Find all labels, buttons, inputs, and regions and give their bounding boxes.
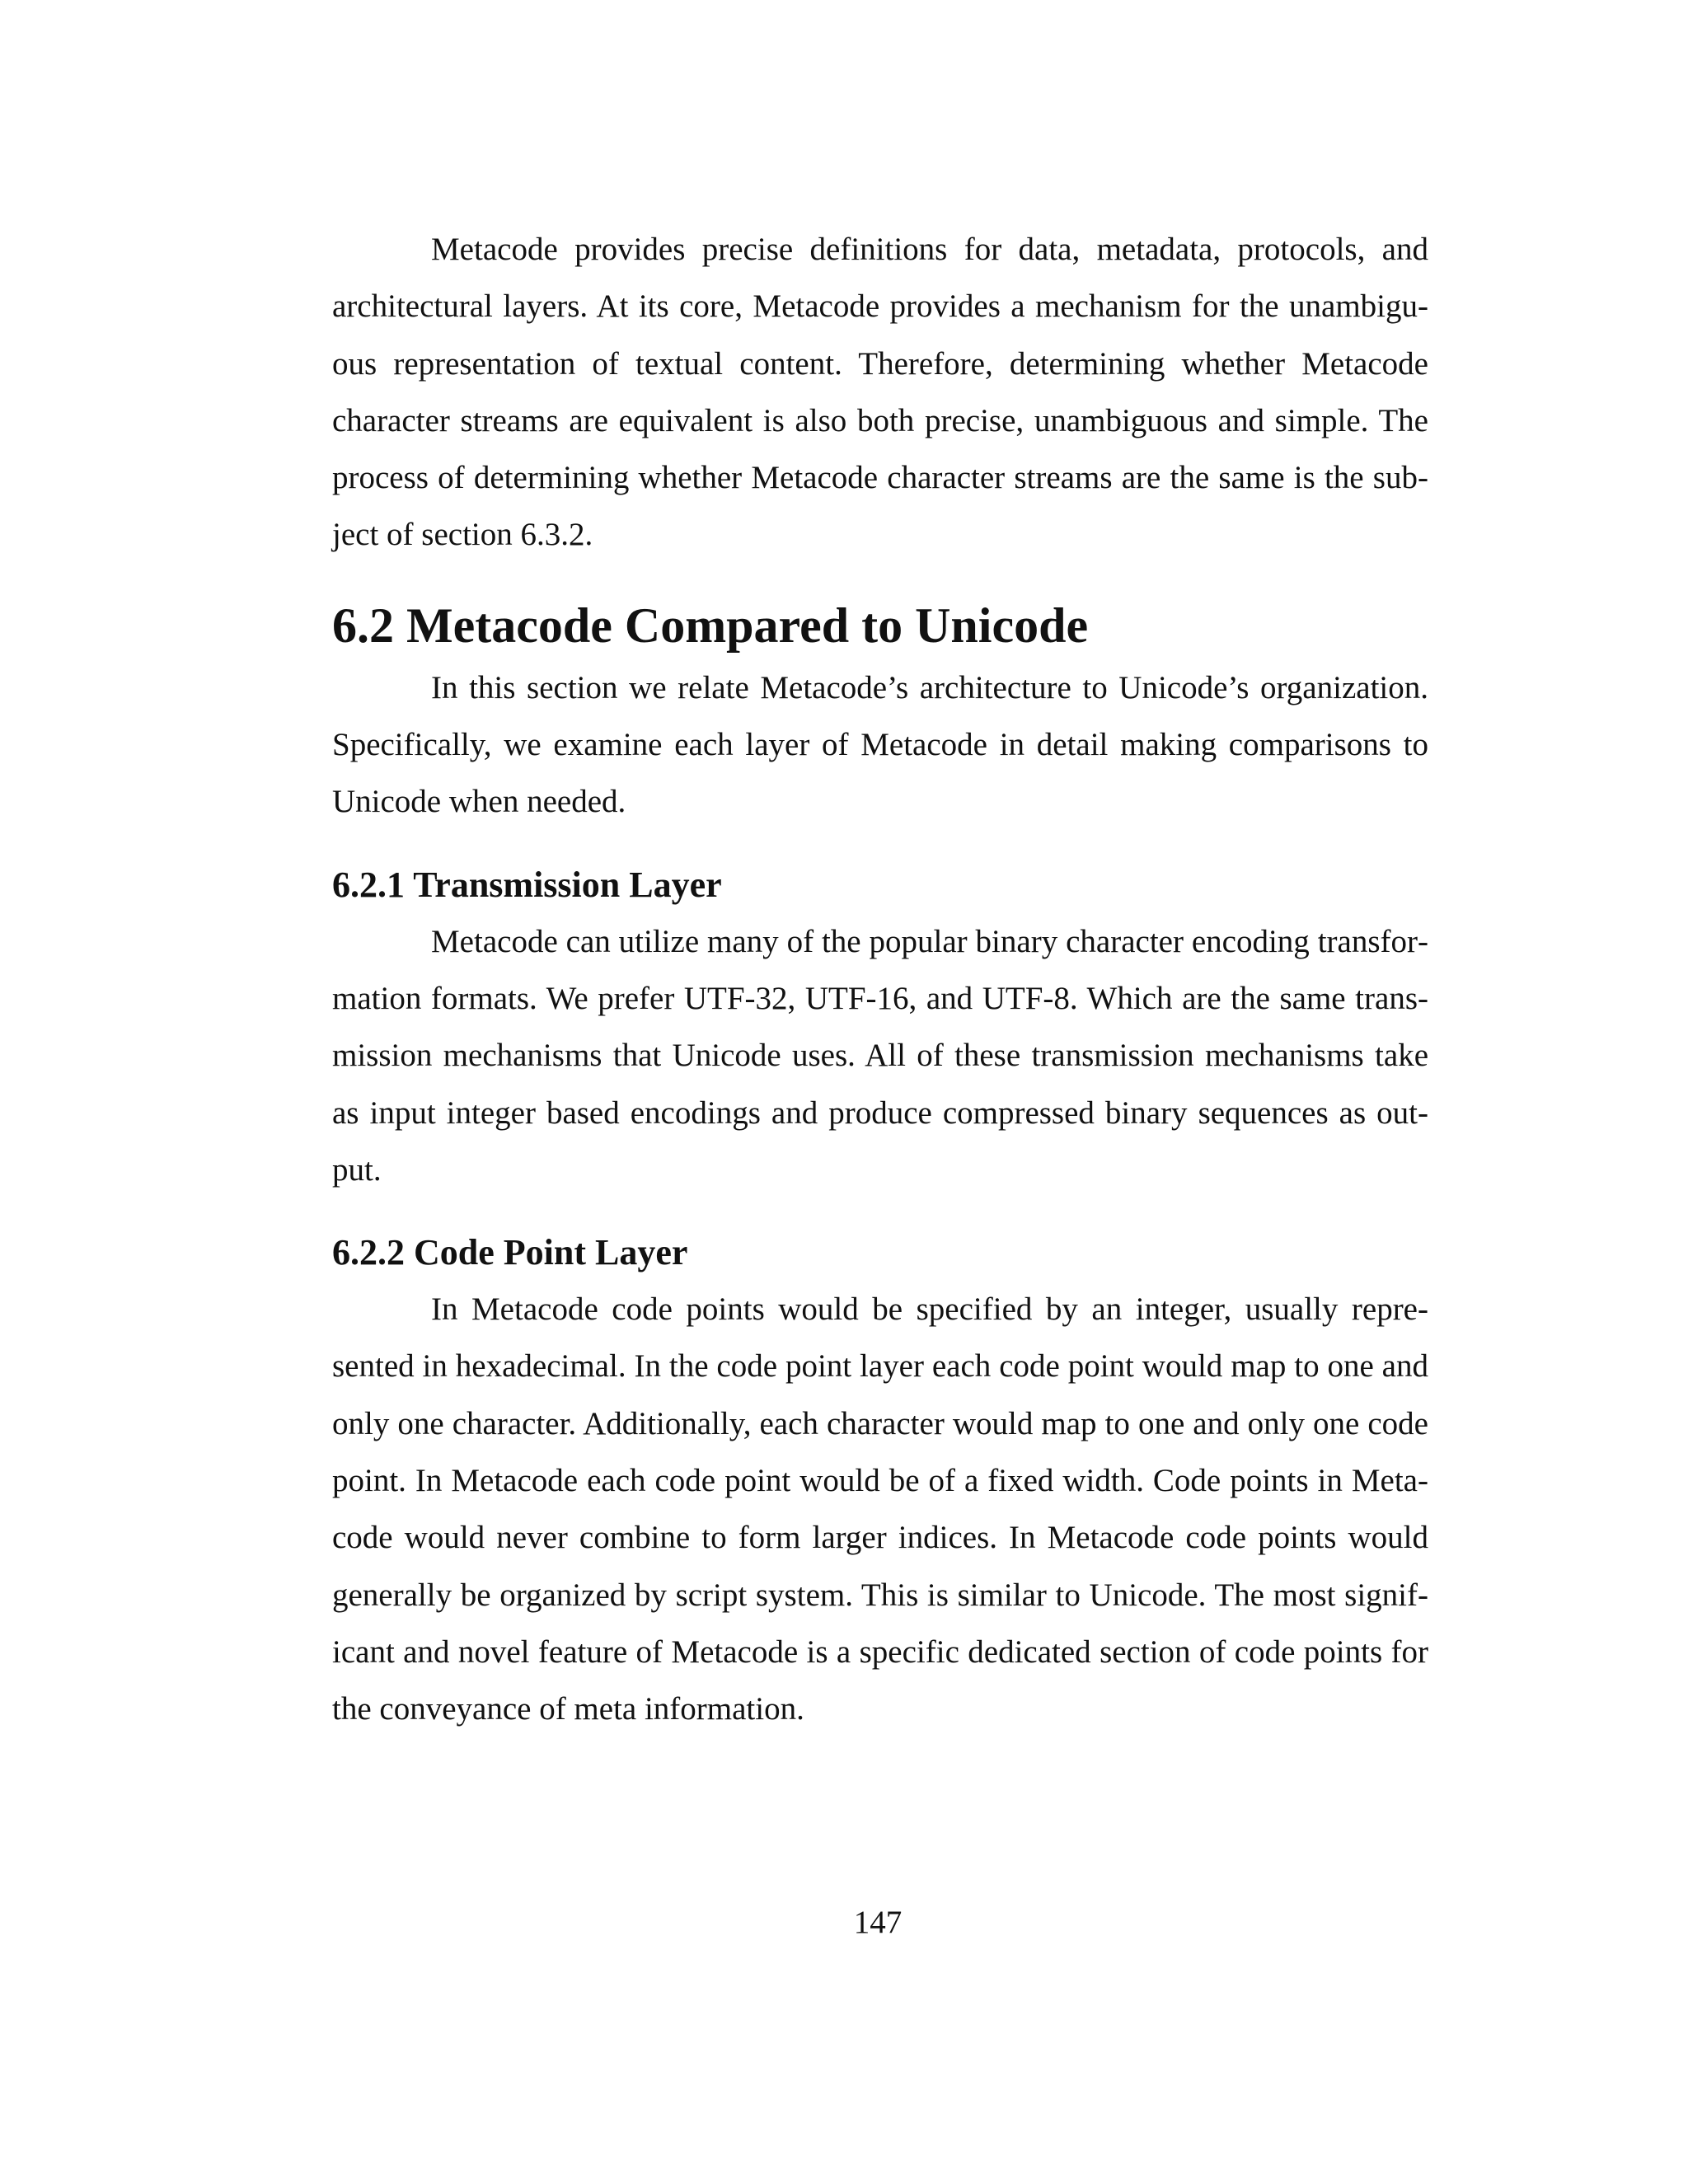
section-heading-6-2-1: 6.2.1 Transmission Layer — [332, 864, 722, 905]
section-heading-6-2-2: 6.2.2 Code Point Layer — [332, 1232, 688, 1273]
section-6-2-1-paragraph: Metacode can utilize many of the popular binary character encoding transformation formats. We prefer UTF-32, UTF-16, and UTF-8. Which are the same transmission mechanisms that Unicode uses. All of these transmission mechanisms take as input integer based encodings and produce compressed binary sequences as output. — [332, 923, 1428, 1188]
section-heading-6-2: 6.2 Metacode Compared to Unicode — [332, 598, 1089, 653]
section-6-2-2-paragraph: In Metacode code points would be specified by an integer, usually represented in hexadecimal. In the code point layer each code point would map to one and only one character. Additionally, each character would map to one and only one code point. In Metacode each code point would be of a fixed width. Code points in Metacode would never combine to form larger indices. In Metacode code points would generally be organized by script system. This is similar to Unicode. The most significant and novel feature of Metacode is a specific dedicated section of code points for the conveyance of meta information. — [332, 1291, 1428, 1727]
page-body — [332, 221, 1428, 1738]
section-6-2-paragraph: In this section we relate Metacode’s architecture to Unicode’s organization. Specifically, we examine each layer of Metacode in detail making comparisons to Unicode when needed. — [332, 669, 1428, 820]
page-number: 147 — [853, 1905, 903, 1940]
intro-paragraph: Metacode provides precise definitions for data, metadata, protocols, and architectural layers. At its core, Metacode provides a mechanism for the unambiguous representation of textual content. Therefore, determining whether Metacode character streams are equivalent is also both precise, unambiguous and simple. The process of determining whether Metacode character streams are the same is the subject of section 6.3.2. — [332, 232, 1428, 553]
